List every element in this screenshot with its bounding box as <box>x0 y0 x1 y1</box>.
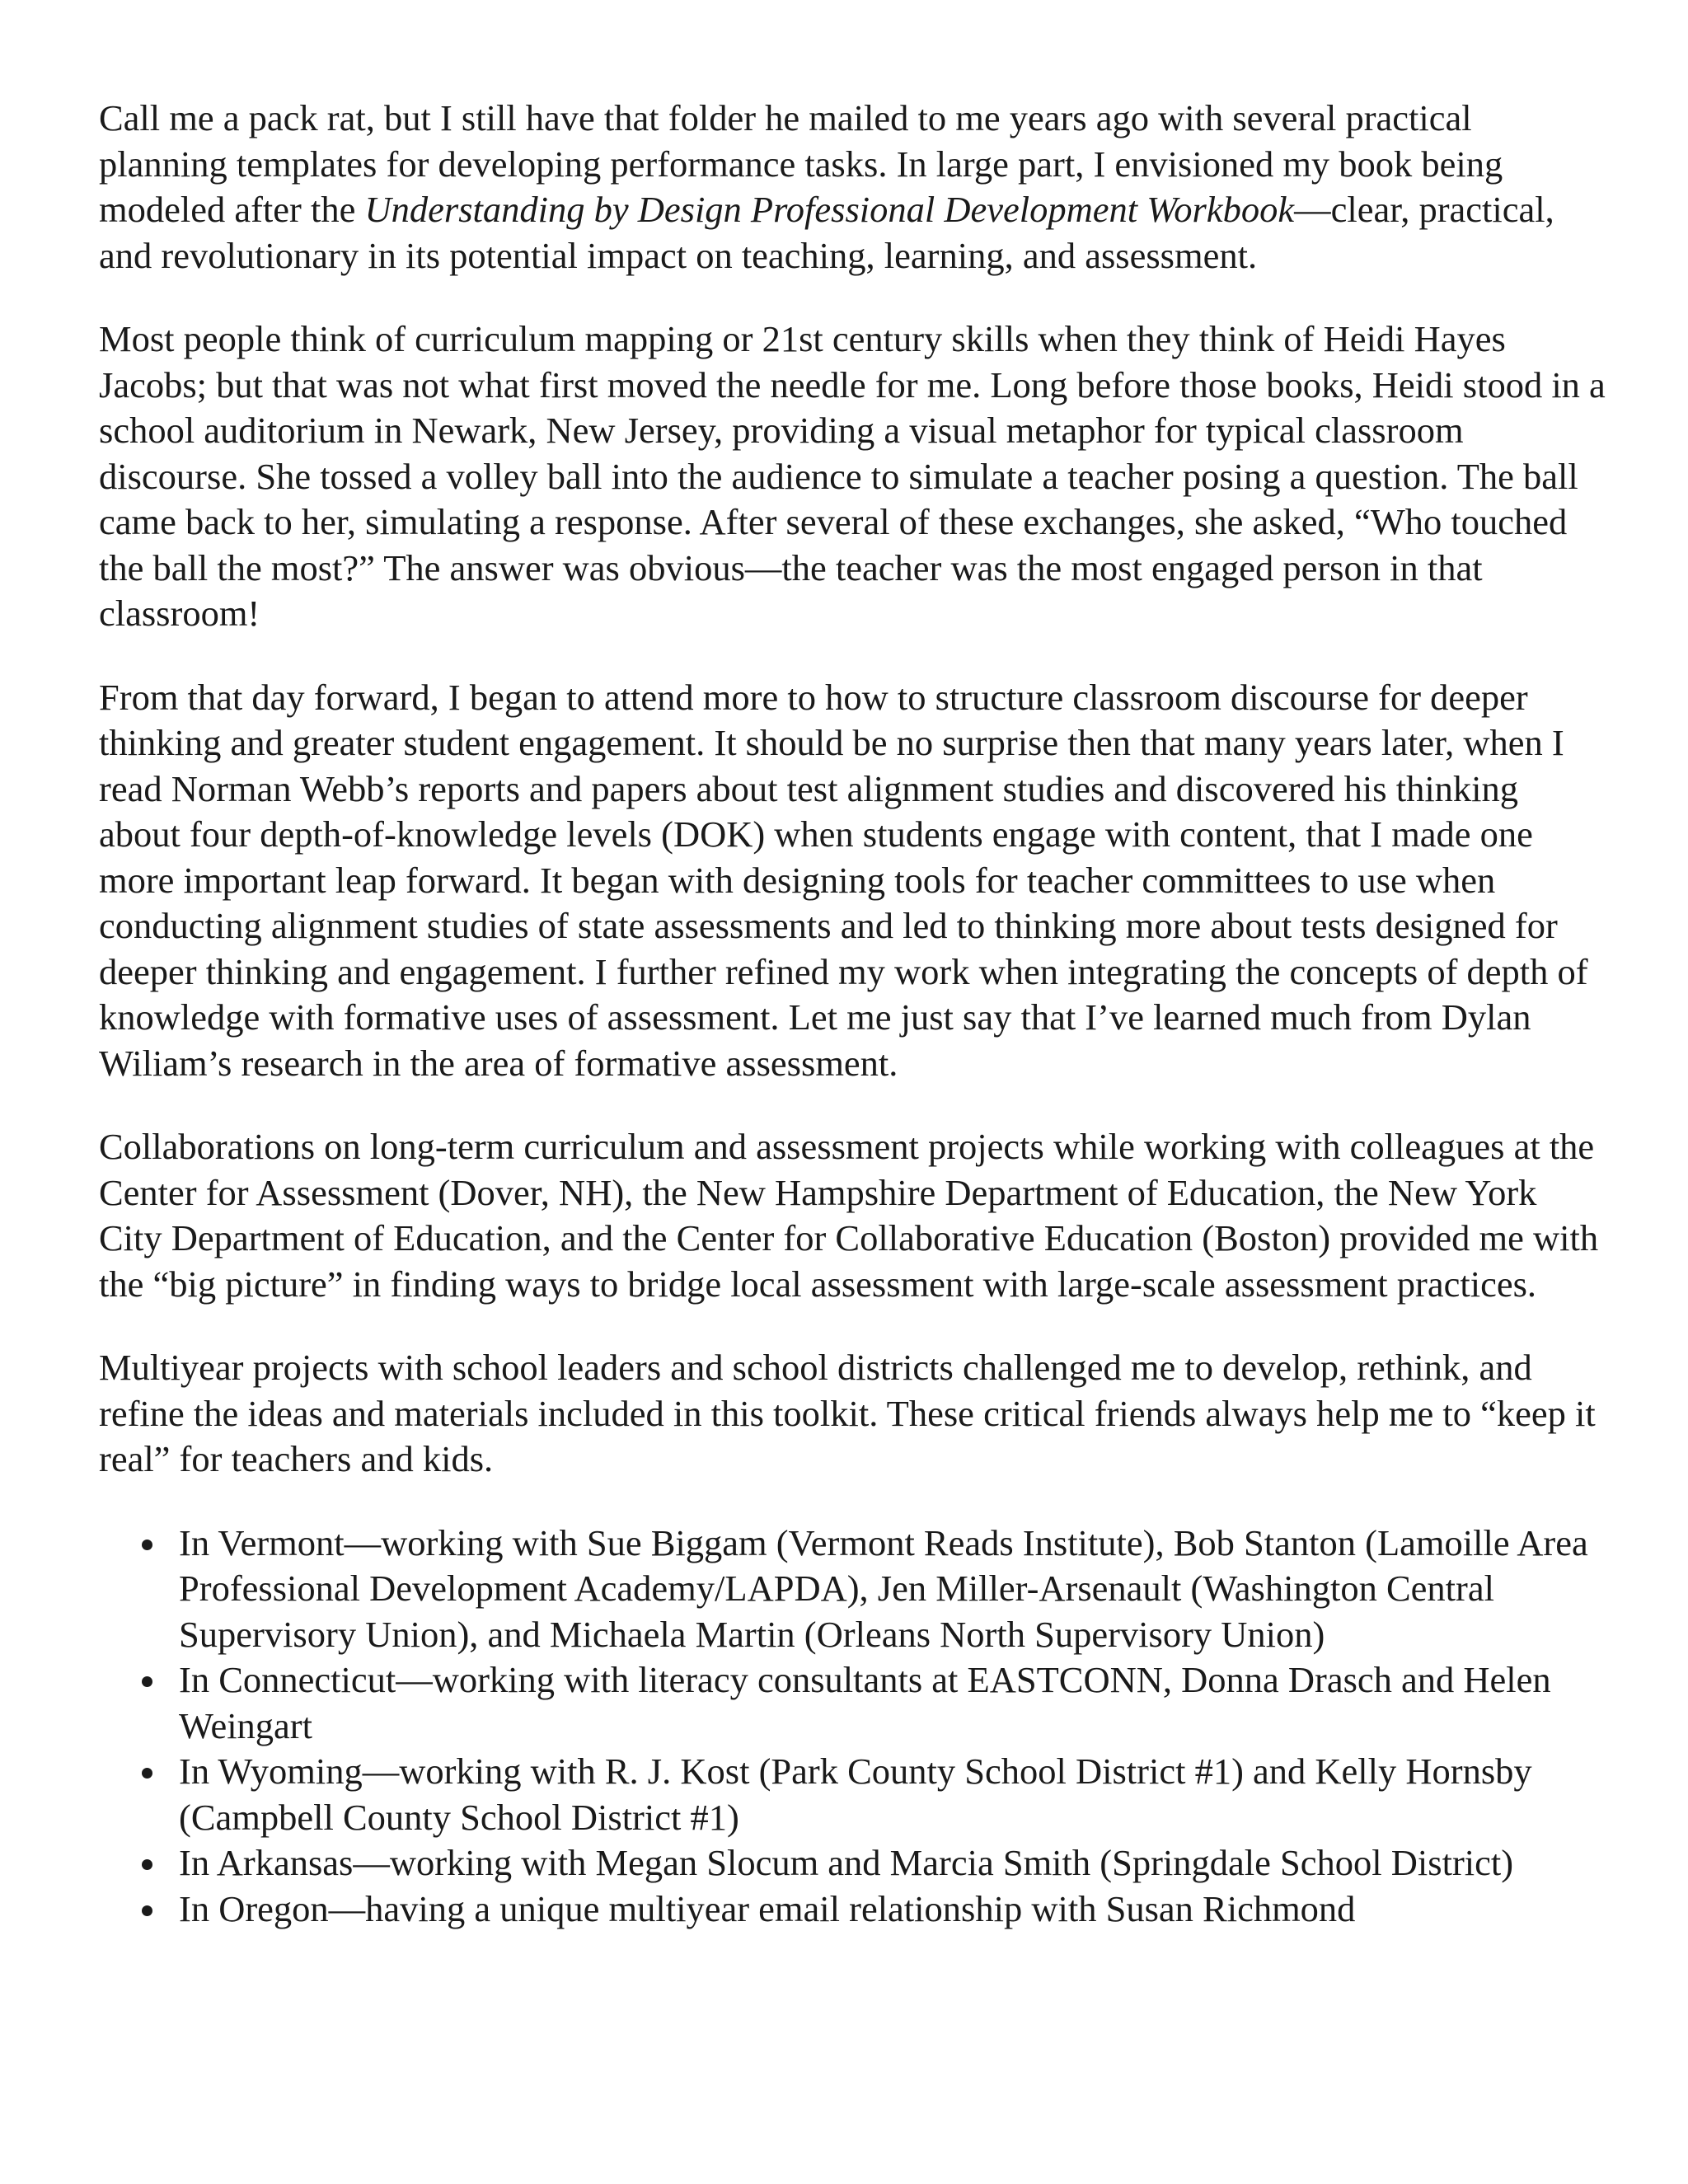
book-title: Understanding by Design Professional Development Workbook <box>364 189 1295 230</box>
paragraph-pack-rat-text-before: Call me a pack rat, but I still have that folder he mailed to me years ago with several practical planning templates for developing performance tasks. In large part, I envisioned my book being modeled after the <box>99 97 1503 230</box>
paragraph-multiyear-projects: Multiyear projects with school leaders and school districts challenged me to develop, rethink, and refine the ideas and materials included in this toolkit. These critical friends always help me to “keep it real” for teachers and kids. <box>99 1347 1596 1479</box>
list-item-wyoming <box>179 1749 1607 1840</box>
paragraph-collaborations: Collaborations on long-term curriculum and assessment projects while working with colleagues at the Center for Assessment (Dover, NH), the New Hampshire Department of Education, the New York City Department of Education, and the Center for Collaborative Education (Boston) provided me with the “big picture” in finding ways to bridge local assessment with large-scale assessment practices. <box>99 1126 1599 1305</box>
bullet-dot-icon <box>142 1676 152 1687</box>
bullet-dot-icon <box>142 1540 152 1550</box>
list-item-text: In Oregon—having a unique multiyear email relationship with Susan Richmond <box>179 1887 1356 1929</box>
document-page <box>99 96 1607 1932</box>
paragraph-pack-rat <box>99 96 1607 279</box>
paragraph-heidi-hayes-jacobs: Most people think of curriculum mapping or 21st century skills when they think of Heidi Hayes Jacobs; but that was not what first moved the needle for me. Long before those books, Heidi stood in a school auditorium in Newark, New Jersey, providing a visual metaphor for typical classroom discourse. She tossed a volley ball into the audience to simulate a teacher posing a question. The ball came back to her, simulating a response. After several of these exchanges, she asked, “Who touched the ball the most?” The answer was obvious—the teacher was the most engaged person in that classroom! <box>99 318 1606 634</box>
list-item-connecticut <box>179 1657 1607 1749</box>
bullet-list-state-partners <box>99 1521 1607 1933</box>
bullet-dot-icon <box>142 1859 152 1870</box>
paragraph-depth-of-knowledge: From that day forward, I began to attend more to how to structure classroom discourse for deeper thinking and greater student engagement. It should be no surprise then that many years later, when I read Norman Webb’s reports and papers about test alignment studies and discovered his thinking about four depth-of-knowledge levels (DOK) when students engage with content, that I made one more important leap forward. It began with designing tools for teacher committees to use when conducting alignment studies of state assessments and led to thinking more about tests designed for deeper thinking and engagement. I further refined my work when integrating the concepts of depth of knowledge with formative uses of assessment. Let me just say that I’ve learned much from Dylan Wiliam’s research in the area of formative assessment. <box>99 676 1588 1084</box>
bullet-dot-icon <box>142 1768 152 1779</box>
list-item-oregon <box>179 1886 1607 1933</box>
list-item-text: In Connecticut—working with literacy consultants at EASTCONN, Donna Drasch and Helen Weingart <box>179 1659 1551 1746</box>
bullet-dot-icon <box>142 1905 152 1916</box>
list-item-arkansas <box>179 1840 1607 1886</box>
paragraph-pack-rat-text-after: —clear, practical, and revolutionary in its potential impact on teaching, learning, and assessment. <box>99 189 1554 276</box>
list-item-text: In Wyoming—working with R. J. Kost (Park County School District #1) and Kelly Hornsby (Campbell County School District #1) <box>179 1750 1532 1838</box>
list-item-vermont <box>179 1521 1607 1658</box>
list-item-text: In Arkansas—working with Megan Slocum and Marcia Smith (Springdale School District) <box>179 1842 1514 1883</box>
list-item-text: In Vermont—working with Sue Biggam (Vermont Reads Institute), Bob Stanton (Lamoille Area Professional Development Academy/LAPDA), Jen Miller-Arsenault (Washington Central Supervisory Union), and Michaela Martin (Orleans North Supervisory Union) <box>179 1521 1588 1655</box>
